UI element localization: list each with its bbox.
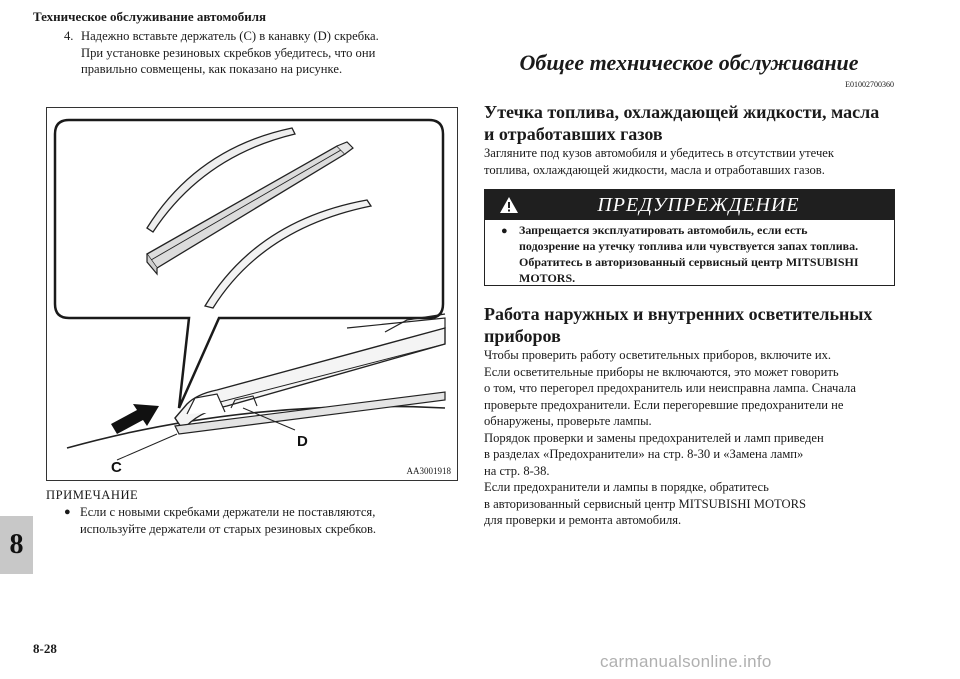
leak-line-1: Загляните под кузов автомобиля и убедитесь в отсутствии утечек — [484, 146, 835, 160]
warning-line-3: Обратитесь в авторизованный сервисный центр MITSUBISHI — [519, 255, 859, 269]
lights-line-4: проверьте предохранители. Если перегоревшие предохранители не — [484, 397, 844, 412]
figure-code: AA3001918 — [406, 466, 451, 476]
step-line-3: правильно совмещены, как показано на рисунке. — [81, 62, 343, 76]
lights-line-1: Чтобы проверить работу осветительных приборов, включите их. — [484, 348, 832, 362]
lights-line-3: о том, что перегорел предохранитель или неисправна лампа. Сначала — [484, 381, 856, 395]
step-line-2: При установке резиновых скребков убедитесь, что они — [81, 45, 376, 60]
note-heading: ПРИМЕЧАНИЕ — [46, 488, 139, 502]
lights-heading-line-1: Работа наружных и внутренних осветительных — [484, 304, 873, 324]
lights-line-5: обнаружены, проверьте лампы. — [484, 414, 652, 428]
wiper-figure — [46, 107, 458, 481]
lights-heading — [484, 303, 894, 347]
warning-triangle-icon — [499, 196, 519, 214]
warning-line-4: MOTORS. — [519, 271, 576, 285]
warning-header — [485, 190, 894, 220]
chapter-tab: 8 — [0, 516, 33, 574]
label-c: C — [111, 459, 122, 476]
warning-box — [484, 189, 895, 286]
note-line-1: Если с новыми скребками держатели не поставляются, — [80, 505, 376, 519]
warning-title: ПРЕДУПРЕЖДЕНИЕ — [597, 193, 800, 216]
step-line-1: Надежно вставьте держатель (C) в канавку (D) скребка. — [81, 29, 379, 43]
warning-line-2: подозрение на утечку топлива или чувствуется запах топлива. — [519, 239, 859, 253]
lights-paragraph — [484, 347, 894, 529]
lights-heading-line-2: приборов — [484, 326, 561, 346]
lights-line-8: на стр. 8-38. — [484, 463, 550, 478]
warning-body — [485, 220, 894, 286]
lights-line-10: в авторизованный сервисный центр MITSUBISHI MOTORS — [484, 496, 807, 511]
step-number: 4. — [64, 29, 74, 43]
leak-heading-line-1: Утечка топлива, охлаждающей жидкости, масла — [484, 102, 880, 122]
label-d: D — [297, 433, 308, 450]
lights-line-2: Если осветительные приборы не включаются, это может говорить — [484, 364, 839, 379]
bullet-icon: ● — [501, 225, 508, 237]
running-header: Техническое обслуживание автомобиля — [33, 9, 267, 24]
section-title: Общее техническое обслуживание — [519, 50, 859, 75]
lights-line-6: Порядок проверки и замены предохранителей и ламп приведен — [484, 430, 824, 445]
lights-line-9: Если предохранители и лампы в порядке, обратитесь — [484, 480, 769, 494]
bullet-icon: ● — [64, 506, 71, 518]
leak-heading-line-2: и отработавших газов — [484, 124, 663, 144]
lights-line-7: в разделах «Предохранители» на стр. 8-30 и «Замена ламп» — [484, 447, 804, 461]
wiper-illustration — [47, 108, 457, 480]
page-number: 8-28 — [33, 641, 57, 656]
note-item — [64, 504, 456, 537]
insert-arrow — [111, 404, 159, 434]
step-4 — [64, 28, 454, 78]
section-code: E01002700360 — [845, 80, 894, 89]
leak-line-2: топлива, охлаждающей жидкости, масла и отработавших газов. — [484, 162, 825, 177]
leak-heading — [484, 101, 894, 145]
warning-line-1: Запрещается эксплуатировать автомобиль, если есть — [519, 223, 808, 237]
note-line-2: используйте держатели от старых резиновых скребков. — [80, 521, 377, 536]
leak-paragraph — [484, 145, 894, 178]
watermark: carmanualsonline.info — [600, 652, 772, 671]
lights-line-11: для проверки и ремонта автомобиля. — [484, 513, 682, 527]
